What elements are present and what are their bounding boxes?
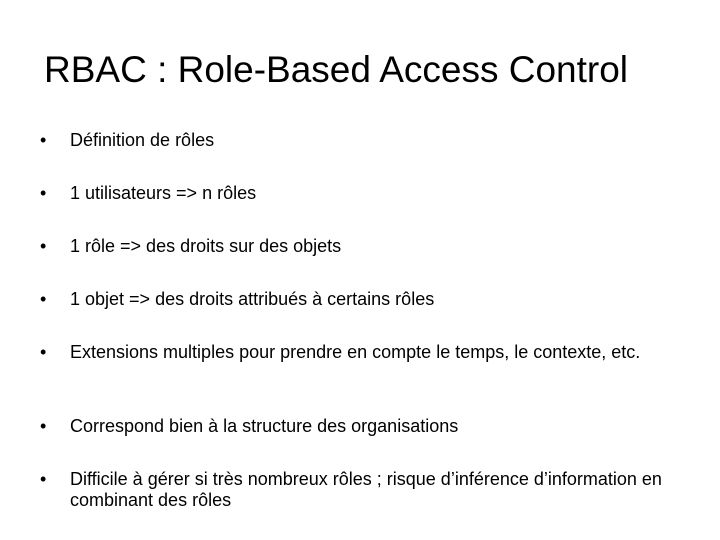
bullet-icon: •: [40, 130, 47, 150]
bullet-icon: •: [40, 183, 47, 203]
slide-title: RBAC : Role-Based Access Control: [44, 49, 629, 90]
bullet-item: [40, 289, 680, 310]
bullet-icon: •: [40, 469, 47, 489]
bullet-icon: •: [40, 289, 47, 309]
bullet-text: Correspond bien à la structure des organisations: [70, 416, 459, 436]
bullet-text: Extensions multiples pour prendre en compte le temps, le contexte, etc.: [70, 342, 641, 362]
bullet-text: Définition de rôles: [70, 130, 215, 150]
bullet-item: [40, 342, 680, 363]
bullet-item: [40, 236, 680, 257]
bullet-item: [40, 469, 680, 511]
bullet-item: [40, 416, 680, 437]
bullet-text: Difficile à gérer si très nombreux rôles ; risque d’inférence d’information en combinant des rôles: [70, 469, 662, 510]
bullet-item: [40, 183, 680, 204]
bullet-text: 1 utilisateurs => n rôles: [70, 183, 257, 203]
bullet-icon: •: [40, 416, 47, 436]
bullet-icon: •: [40, 236, 47, 256]
bullet-text: 1 objet => des droits attribués à certains rôles: [70, 289, 435, 309]
bullet-text: 1 rôle => des droits sur des objets: [70, 236, 342, 256]
bullet-icon: •: [40, 342, 47, 362]
bullet-item: [40, 130, 680, 151]
